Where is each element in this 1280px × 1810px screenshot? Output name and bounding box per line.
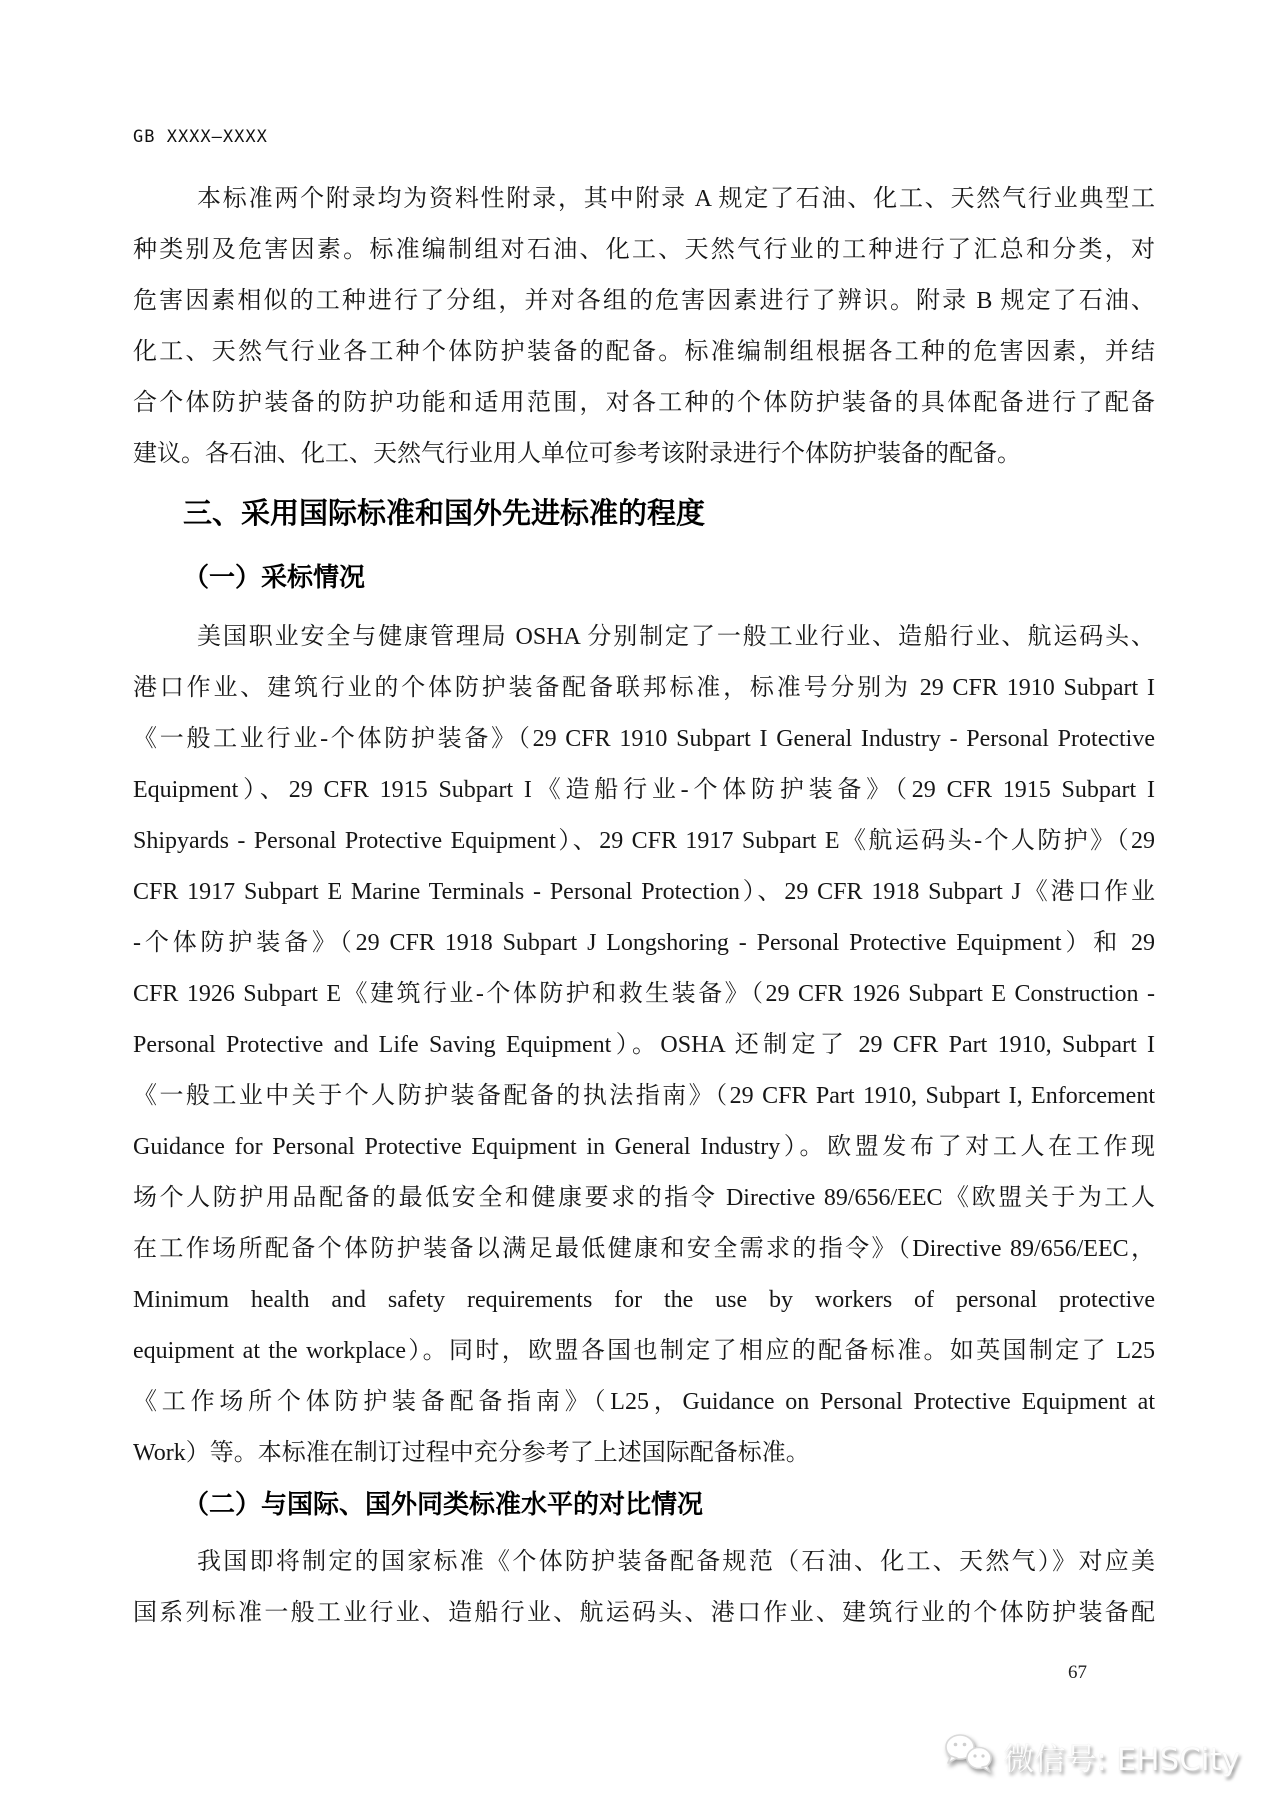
paragraph-appendix-intro	[133, 174, 1155, 480]
paragraph-comparison	[133, 1537, 1155, 1639]
text-line: Equipment）、29 CFR 1915 Subpart I《造船行业-个体防护装备》（29 CFR 1915 Subpart I	[133, 777, 1155, 803]
standard-number-header: GB XXXX—XXXX	[133, 127, 268, 147]
wechat-watermark	[943, 1732, 1240, 1781]
text-line: 种类别及危害因素。标准编制组对石油、化工、天然气行业的工种进行了汇总和分类，对	[133, 237, 1155, 263]
paragraph-osha-standards	[133, 612, 1155, 1479]
text-line: 港口作业、建筑行业的个体防护装备配备联邦标准，标准号分别为 29 CFR 1910 Subpart I	[133, 675, 1155, 701]
text-line: Guidance for Personal Protective Equipment in General Industry）。欧盟发布了对工人在工作现	[133, 1134, 1155, 1160]
text-line: 我国即将制定的国家标准《个体防护装备配备规范（石油、化工、天然气）》对应美	[197, 1549, 1155, 1575]
text-line: Personal Protective and Life Saving Equipment）。OSHA 还制定了 29 CFR Part 1910, Subpart I	[133, 1032, 1155, 1058]
wechat-icon	[943, 1732, 995, 1781]
text-line: 合个体防护装备的防护功能和适用范围，对各工种的个体防护装备的具体配备进行了配备	[133, 390, 1155, 416]
text-line: Shipyards - Personal Protective Equipment）、29 CFR 1917 Subpart E《航运码头-个人防护》（29	[133, 828, 1155, 854]
section-heading: 三、采用国际标准和国外先进标准的程度	[183, 498, 706, 530]
text-line: 《一般工业行业-个体防护装备》（29 CFR 1910 Subpart I General Industry - Personal Protective	[133, 726, 1155, 752]
text-line: 《工作场所个体防护装备配备指南》（L25，Guidance on Personal Protective Equipment at	[133, 1389, 1155, 1415]
text-line: 危害因素相似的工种进行了分组，并对各组的危害因素进行了辨识。附录 B 规定了石油、	[133, 288, 1155, 314]
watermark-label: 微信号: EHSCity	[1003, 1742, 1240, 1778]
text-line: CFR 1917 Subpart E Marine Terminals - Personal Protection）、29 CFR 1918 Subpart J《港口作业	[133, 879, 1155, 905]
text-line: equipment at the workplace）。同时，欧盟各国也制定了相应的配备标准。如英国制定了 L25	[133, 1338, 1155, 1364]
subsection-1-heading: （一）采标情况	[183, 563, 366, 592]
text-line: 《一般工业中关于个人防护装备配备的执法指南》（29 CFR Part 1910, Subpart I, Enforcement	[133, 1083, 1155, 1109]
subsection-2-heading: （二）与国际、国外同类标准水平的对比情况	[183, 1490, 704, 1519]
text-line: 美国职业安全与健康管理局 OSHA 分别制定了一般工业行业、造船行业、航运码头、	[197, 624, 1155, 650]
page-number: 67	[1068, 1662, 1087, 1683]
text-line: 在工作场所配备个体防护装备以满足最低健康和安全需求的指令》（Directive 89/656/EEC，	[133, 1236, 1155, 1262]
text-line: 建议。各石油、化工、天然气行业用人单位可参考该附录进行个体防护装备的配备。	[133, 441, 1021, 467]
text-line: 国系列标准一般工业行业、造船行业、航运码头、港口作业、建筑行业的个体防护装备配	[133, 1600, 1155, 1626]
text-line: 本标准两个附录均为资料性附录，其中附录 A 规定了石油、化工、天然气行业典型工	[197, 186, 1155, 212]
text-line: Work）等。本标准在制订过程中充分参考了上述国际配备标准。	[133, 1440, 810, 1466]
text-line: 化工、天然气行业各工种个体防护装备的配备。标准编制组根据各工种的危害因素，并结	[133, 339, 1155, 365]
text-line: -个体防护装备》（29 CFR 1918 Subpart J Longshoring - Personal Protective Equipment）和 29	[133, 930, 1155, 956]
text-line: Minimum health and safety requirements for the use by workers of personal protective	[133, 1287, 1155, 1313]
text-line: 场个人防护用品配备的最低安全和健康要求的指令 Directive 89/656/EEC《欧盟关于为工人	[133, 1185, 1155, 1211]
text-line: CFR 1926 Subpart E《建筑行业-个体防护和救生装备》（29 CFR 1926 Subpart E Construction -	[133, 981, 1155, 1007]
